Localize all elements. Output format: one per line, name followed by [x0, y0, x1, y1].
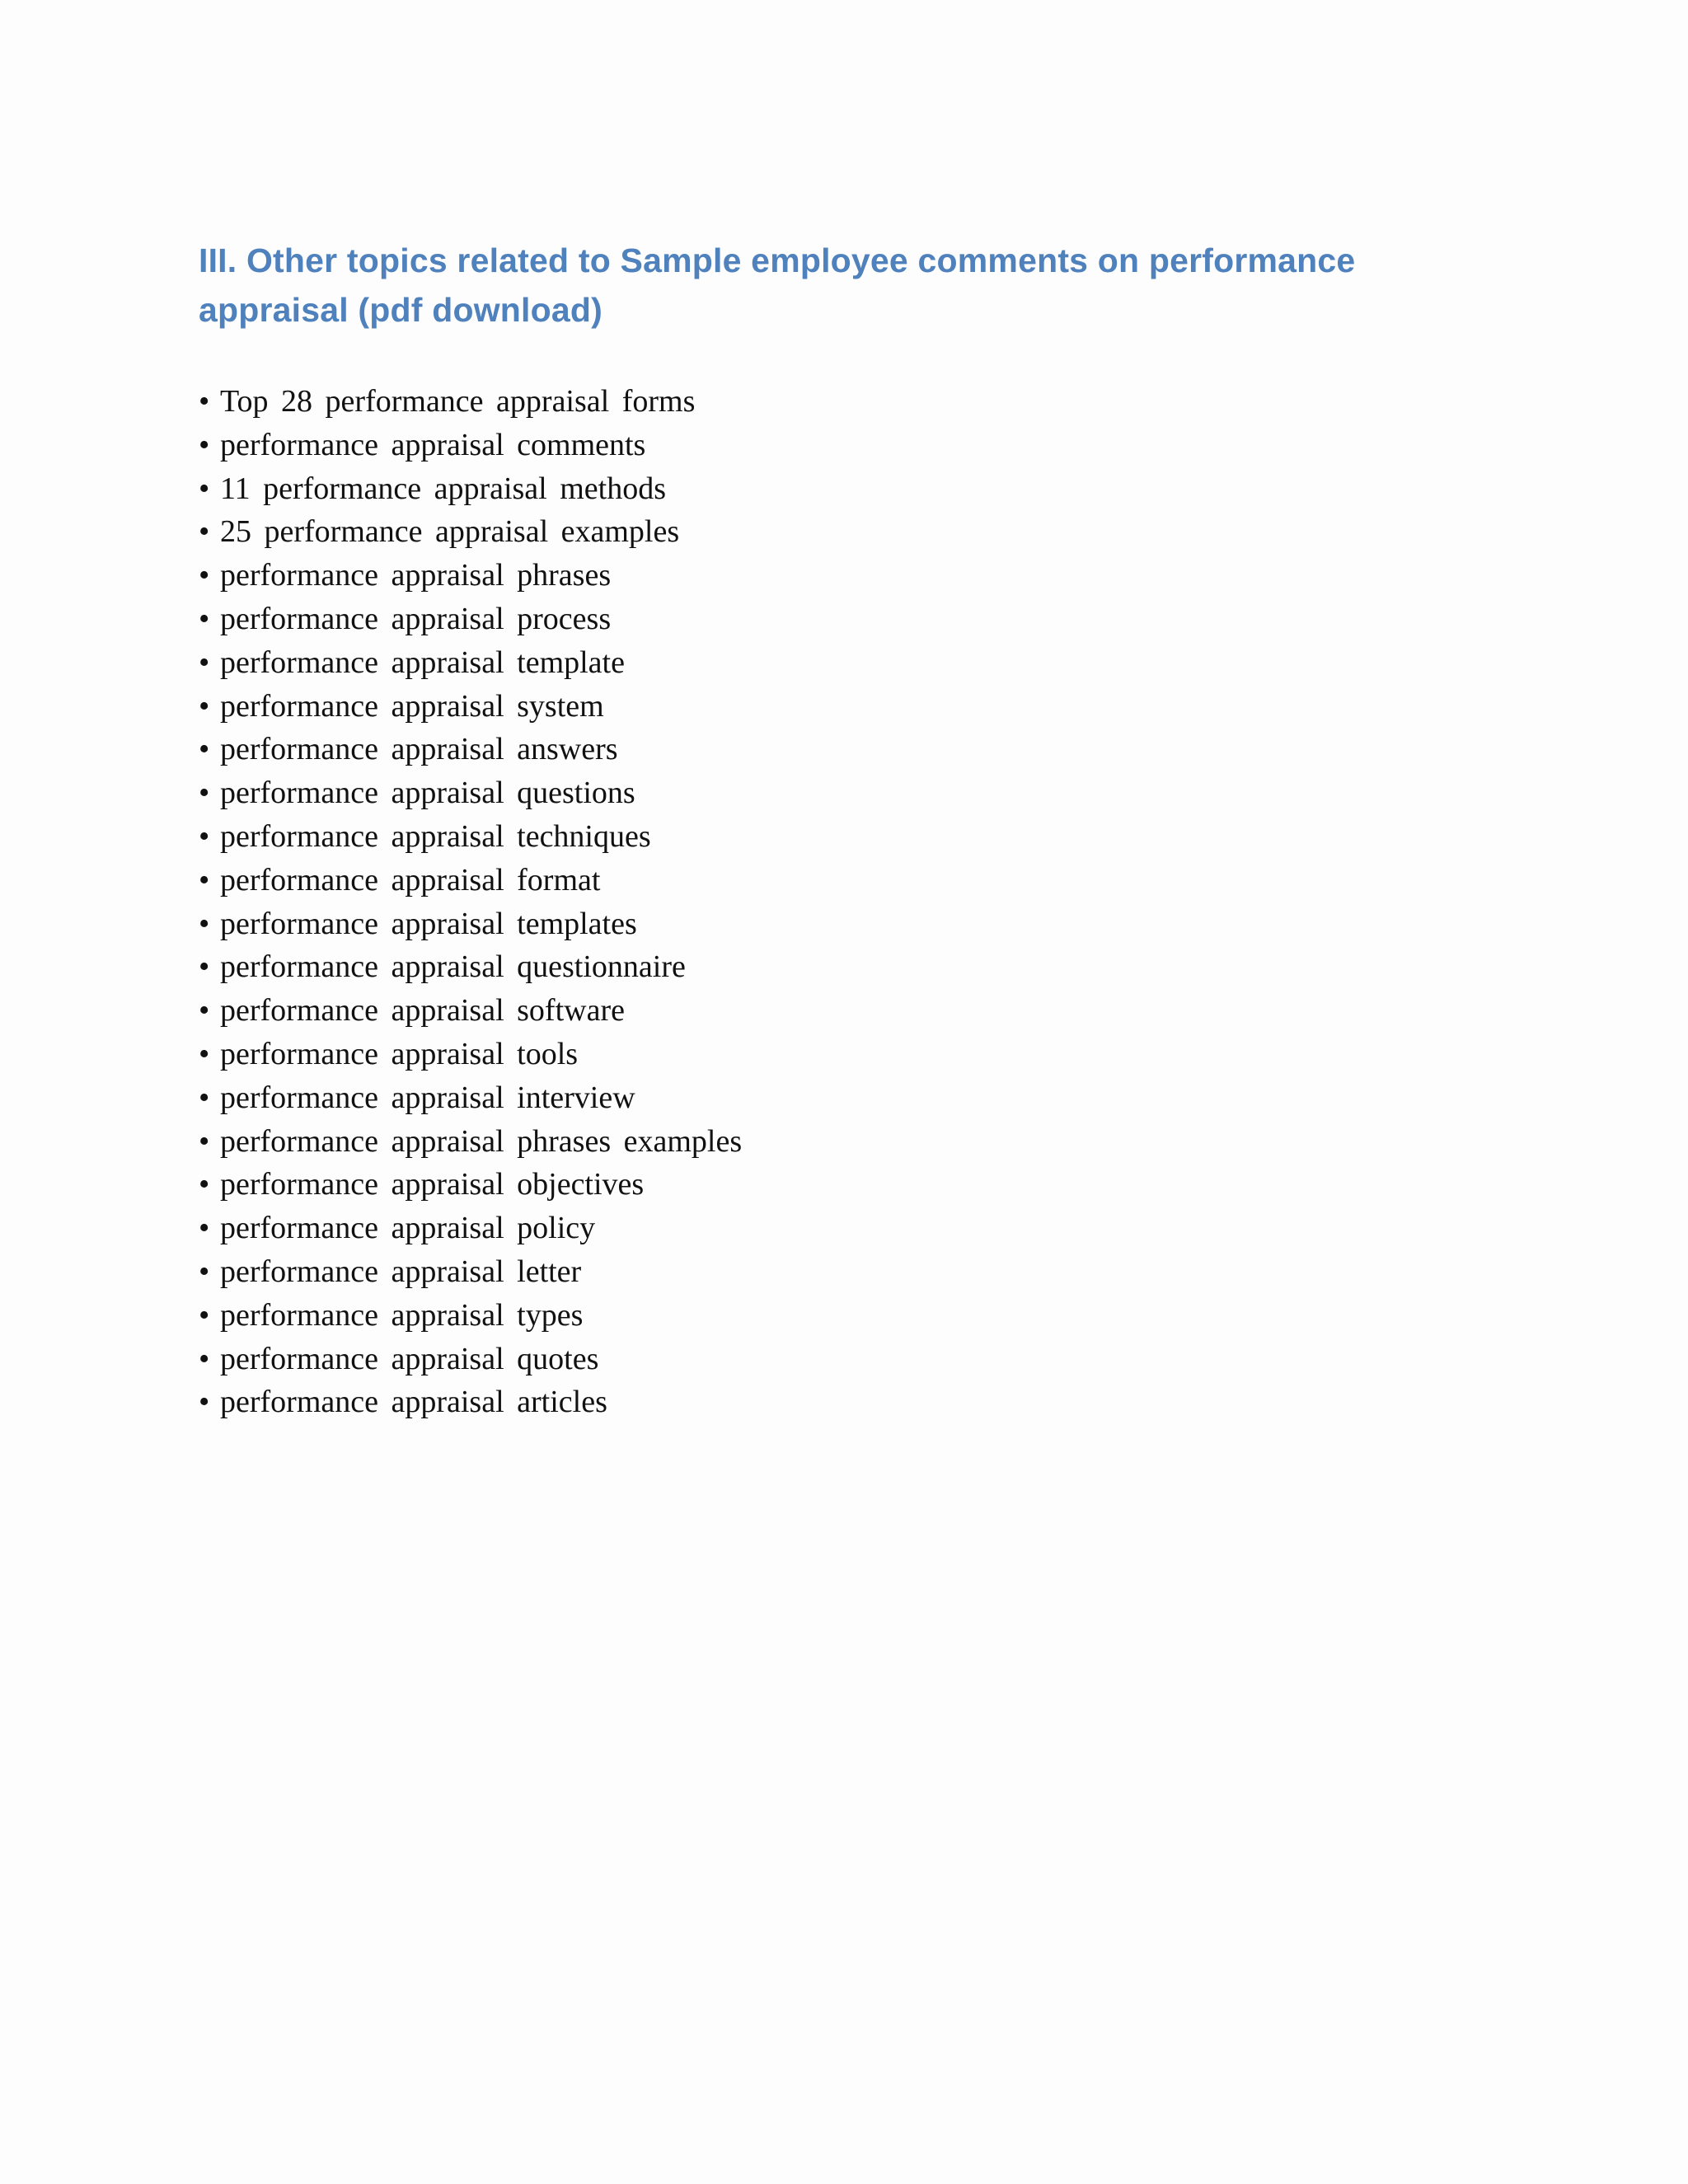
list-item	[199, 771, 742, 815]
bullet-icon: •	[199, 818, 210, 854]
bullet-icon: •	[199, 1297, 210, 1333]
list-item-text: performance appraisal articles	[220, 1385, 607, 1420]
list-item	[199, 1120, 742, 1164]
list-item	[199, 685, 742, 729]
bullet-icon: •	[199, 906, 210, 941]
bullet-icon: •	[199, 862, 210, 898]
bullet-icon: •	[199, 776, 210, 811]
list-item	[199, 1076, 742, 1120]
list-item-text: performance appraisal objectives	[220, 1167, 645, 1202]
list-item-text: performance appraisal tools	[220, 1036, 579, 1071]
list-item	[199, 1294, 742, 1338]
bullet-icon: •	[199, 1123, 210, 1159]
bullet-icon: •	[199, 688, 210, 724]
bullet-icon: •	[199, 514, 210, 550]
bullet-icon: •	[199, 1211, 210, 1246]
list-item-text: performance appraisal template	[220, 644, 625, 680]
list-item	[199, 815, 742, 859]
bullet-icon: •	[199, 949, 210, 985]
list-item	[199, 554, 742, 598]
list-item	[199, 859, 742, 902]
list-item-text: performance appraisal phrases	[220, 558, 612, 593]
list-item	[199, 728, 742, 771]
bullet-icon: •	[199, 384, 210, 419]
list-item	[199, 945, 742, 989]
list-item-text: performance appraisal comments	[220, 427, 646, 462]
bullet-icon: •	[199, 1036, 210, 1071]
list-item	[199, 467, 742, 511]
list-item-text: performance appraisal techniques	[220, 818, 651, 854]
list-item	[199, 902, 742, 946]
list-item	[199, 1250, 742, 1294]
list-item-text: performance appraisal quotes	[220, 1341, 599, 1376]
list-item-text: performance appraisal answers	[220, 732, 618, 767]
section-heading: III. Other topics related to Sample employee comments on performance appraisal (pdf download)	[199, 241, 1356, 329]
list-item-text: performance appraisal questions	[220, 776, 635, 811]
list-item-text: performance appraisal interview	[220, 1080, 635, 1115]
list-item-text: performance appraisal policy	[220, 1211, 596, 1246]
list-item-text: performance appraisal questionnaire	[220, 949, 686, 985]
list-item-text: performance appraisal software	[220, 993, 625, 1029]
list-item-text: performance appraisal system	[220, 688, 604, 724]
list-item	[199, 1163, 742, 1207]
list-item	[199, 1338, 742, 1381]
list-item-text: performance appraisal format	[220, 862, 601, 898]
list-item	[199, 641, 742, 685]
bullet-icon: •	[199, 644, 210, 680]
list-item-text: performance appraisal process	[220, 601, 612, 636]
bullet-icon: •	[199, 471, 210, 506]
bullet-icon: •	[199, 1167, 210, 1202]
bullet-icon: •	[199, 993, 210, 1029]
list-item	[199, 1207, 742, 1250]
list-item	[199, 989, 742, 1033]
bullet-icon: •	[199, 1341, 210, 1376]
bullet-icon: •	[199, 1385, 210, 1420]
list-item-text: performance appraisal types	[220, 1297, 584, 1333]
related-topics-list	[199, 380, 742, 1424]
list-item-text: 11 performance appraisal methods	[220, 471, 667, 506]
list-item-text: performance appraisal templates	[220, 906, 637, 941]
list-item	[199, 598, 742, 641]
list-item	[199, 1380, 742, 1424]
list-item-text: performance appraisal letter	[220, 1254, 582, 1289]
bullet-icon: •	[199, 1254, 210, 1289]
bullet-icon: •	[199, 427, 210, 462]
bullet-icon: •	[199, 601, 210, 636]
list-item-text: performance appraisal phrases examples	[220, 1123, 743, 1159]
bullet-icon: •	[199, 1080, 210, 1115]
bullet-icon: •	[199, 558, 210, 593]
list-item-text: Top 28 performance appraisal forms	[220, 384, 696, 419]
list-item-text: 25 performance appraisal examples	[220, 514, 680, 550]
list-item	[199, 510, 742, 554]
list-item	[199, 1033, 742, 1076]
list-item	[199, 424, 742, 467]
list-item	[199, 380, 742, 424]
bullet-icon: •	[199, 732, 210, 767]
